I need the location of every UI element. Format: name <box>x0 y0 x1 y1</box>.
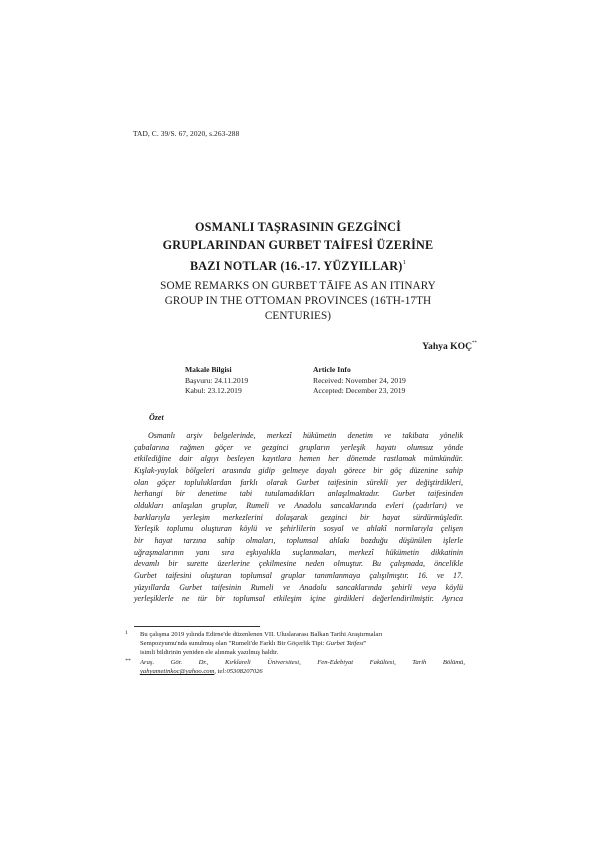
info-en-heading: Article Info <box>313 365 351 374</box>
footnote-2 <box>125 658 465 676</box>
footnotes <box>125 630 465 676</box>
article-info-english <box>313 365 406 397</box>
footnote-1-italic-term: Gurbet Taifesi <box>326 640 364 647</box>
author-name <box>422 341 477 352</box>
title-en-line-2: GROUP IN THE OTTOMAN PROVINCES (16TH-17TH <box>164 295 432 308</box>
info-en-received: Received: November 24, 2019 <box>313 375 406 385</box>
abstract-line: bir hayat tarzına sahip olmaları, toplumsal ahlakı bozduğu düşünülen işlerle <box>134 535 463 545</box>
abstract-line: devamlı bir surette üzerlerine çekilmesine neden olmuştur. Bu çalışmada, öncelikle <box>134 559 463 569</box>
title-tr-line-3-text: BAZI NOTLAR (16.-17. YÜZYILLAR) <box>189 259 403 273</box>
footnote-1-line-2-text: Sempozyumu'nda sunulmuş olan "Rumeli'de Farklı Bir Göçerlik Tipi: <box>140 640 327 647</box>
info-tr-heading: Makale Bilgisi <box>185 365 232 374</box>
title-tr-line-3 <box>120 254 476 275</box>
abstract-line: oldukları anlaşılan gruplar, Rumeli ve Anadolu sancaklarında evleri (çadırları) ve <box>134 500 463 510</box>
abstract-line: barklarıyla yerleşim merkezlerini dolaşarak gezginci bir hayat sürdürmüşledir. <box>134 512 463 522</box>
article-info-turkish <box>185 365 248 397</box>
title-tr-line-2: GRUPLARINDAN GURBET TAİFESİ ÜZERİNE <box>162 238 434 252</box>
author-footnote-mark[interactable]: ** <box>472 341 477 346</box>
abstract-line: uğraşmalarının yanı sıra eşkıyalıkla suçlanmaları, merkezî hükümetin dikkatinin <box>134 547 463 557</box>
abstract-line: yüzyıllarda Gurbet taifesinin Rumeli ve Anadolu sancaklarında şehirli veya köylü <box>134 582 463 592</box>
abstract-line: olan göçer topluluklardan farklı olarak Gurbet taifesinin sürekli yer değiştirdikleri, <box>134 477 463 487</box>
abstract-line: çabalarına rağmen göçer ve gezginci grupların yerleşik hayatı olumsuz yönde <box>134 442 463 452</box>
abstract-line: yerleşiklerle ne tür bir toplumsal etkileşim içine girdikleri değerlendirilmiştir. Ayrıca <box>134 594 463 604</box>
author-name-text: Yahya KOÇ <box>422 341 472 352</box>
title-en-line-1: SOME REMARKS ON GURBET TĀIFE AS AN ITINARY <box>160 280 436 292</box>
abstract-line: herhangi bir denetime tabi tutulamadıkları anlaşılmaktadır. Gurbet taifesinden <box>134 489 463 499</box>
footnote-1 <box>125 630 465 657</box>
title-footnote-mark[interactable]: 1 <box>402 259 407 266</box>
abstract-line: etkilediğine dair algıyı besleyen kayıtlara hemen her dönemde rastlamak mümkündür. <box>134 454 463 464</box>
footnote-1-mark: 1 <box>125 630 128 636</box>
abstract-heading: Özet <box>149 413 164 422</box>
abstract-line: Gurbet taifesini oluşturan toplumsal gruplar tanımlanmaya çalışılmıştır. 16. ve 17. <box>134 570 463 580</box>
author-email-link[interactable]: yahyametinkoc@yahoo.com <box>140 668 215 675</box>
author-phone: , tel:05308207026 <box>214 668 263 675</box>
footnote-1-closing-quote: " <box>363 640 367 647</box>
article-title-english <box>120 279 476 325</box>
footnote-1-line-2 <box>140 639 465 648</box>
footnote-1-line-1: Bu çalışma 2019 yılında Edirne'de düzenlenen VII. Uluslararası Balkan Tarihi Araştırmaları <box>140 631 383 638</box>
title-tr-line-1: OSMANLI TAŞRASININ GEZGİNCİ <box>194 220 402 234</box>
abstract-body <box>134 430 463 605</box>
article-title-turkish <box>120 218 476 275</box>
abstract-line: Osmanlı arşiv belgelerinde, merkezî hükümetin denetim ve takibata yönelik <box>148 431 463 440</box>
info-tr-received: Başvuru: 24.11.2019 <box>185 375 249 385</box>
abstract-line: Kışlak-yaylak bölgeleri arasında gidip gelmeye dayalı görece bir göç düzenine sahip <box>134 465 463 475</box>
footnote-separator <box>134 626 260 627</box>
journal-reference: TAD, C. 39/S. 67, 2020, s.263-288 <box>133 129 240 138</box>
info-en-accepted: Accepted: December 23, 2019 <box>313 386 406 396</box>
abstract-line: Yerleşik toplumu oluşturan köylü ve şehirlilerin sosyal ve ahlakî normlarıyla çelişen <box>134 524 463 534</box>
footnote-2-mark: ** <box>125 658 131 664</box>
title-en-line-3: CENTURIES) <box>264 310 332 323</box>
footnote-1-line-3: isimli bildirinin yeniden ele alınmak yazılmış haldir. <box>140 649 279 656</box>
footnote-2-contact <box>140 667 465 676</box>
info-tr-accepted: Kabul: 23.12.2019 <box>185 386 242 396</box>
footnote-2-affiliation: Araş. Gör. Dr., Kırklareli Üniversitesi, Fen-Edebiyat Fakültesi, Tarih Bölümü, <box>140 659 465 666</box>
